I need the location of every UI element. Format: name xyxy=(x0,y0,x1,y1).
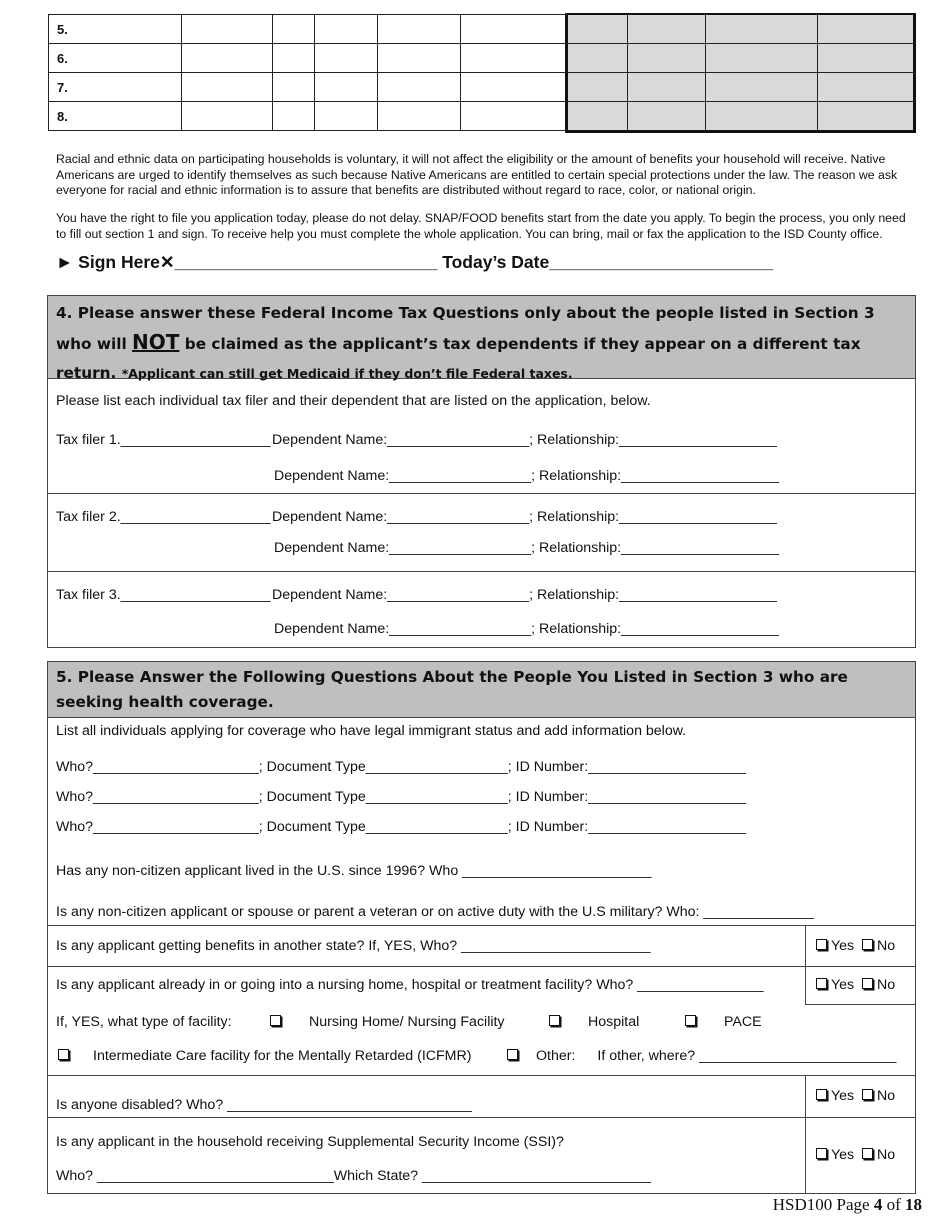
shaded-cell xyxy=(566,44,628,73)
facility-pace-label: PACE xyxy=(724,1014,762,1030)
dependent-field[interactable]: Dependent Name:__________________; Relationship:____________________ xyxy=(274,540,779,556)
ssi-who-state[interactable]: Who? ______________________________Which State? _____________________________ xyxy=(56,1168,651,1184)
divider xyxy=(48,1075,915,1076)
no-label: No xyxy=(877,1147,896,1163)
table-cell[interactable] xyxy=(182,44,273,73)
divider xyxy=(48,925,915,926)
dependent-field[interactable]: Dependent Name:__________________; Relationship:____________________ xyxy=(274,621,779,637)
yes-label: Yes xyxy=(831,977,855,993)
facility-other-label: Other: xyxy=(536,1048,576,1064)
table-cell[interactable] xyxy=(273,73,315,102)
table-cell[interactable] xyxy=(378,73,461,102)
right-to-file-notice xyxy=(56,211,906,242)
dependent-field[interactable]: Dependent Name:__________________; Relationship:____________________ xyxy=(272,509,777,525)
shaded-cell xyxy=(706,44,818,73)
checkbox-icon[interactable] xyxy=(685,1015,696,1026)
tax-filer-2-field[interactable]: Tax filer 2.___________________ xyxy=(56,509,271,525)
table-cell[interactable] xyxy=(273,44,315,73)
immigrant-info-row[interactable]: Who?_____________________; Document Type__________________; ID Number:____________________ xyxy=(56,789,746,805)
shaded-cell xyxy=(818,73,916,102)
table-cell[interactable] xyxy=(461,102,566,131)
dependent-field[interactable]: Dependent Name:__________________; Relationship:____________________ xyxy=(272,432,777,448)
section-5-instruction: List all individuals applying for coverage who have legal immigrant status and add information below. xyxy=(56,723,687,739)
checkbox-icon[interactable] xyxy=(549,1015,560,1026)
facility-icfmr-option[interactable] xyxy=(58,1048,471,1064)
shaded-cell xyxy=(818,102,916,131)
divider xyxy=(805,1004,915,1005)
date-field[interactable]: _______________________ xyxy=(549,252,774,272)
page-number: 4 xyxy=(873,1195,883,1214)
section-4-number: 4. xyxy=(56,304,73,322)
row-label: 6. xyxy=(49,44,182,73)
table-cell[interactable] xyxy=(315,44,378,73)
yes-no-column-divider xyxy=(805,1075,806,1194)
facility-pace-option[interactable] xyxy=(685,1014,762,1030)
table-row xyxy=(49,15,916,44)
table-cell[interactable] xyxy=(461,44,566,73)
table-cell[interactable] xyxy=(182,73,273,102)
table-cell[interactable] xyxy=(273,15,315,44)
facility-hospital-label: Hospital xyxy=(588,1014,640,1030)
racial-notice-text: Racial and ethnic data on participating households is voluntary, it will not affect the eligibility or the amount of benefits your household will receive. Native Americans are urged to identify themselves as such because Native Americans are entitled to certain special protections under the law. The reason we ask everyone for racial and ethnic information is to assure that benefits are distributed without regard to race, color, or national origin. xyxy=(56,152,898,197)
page-footer xyxy=(773,1195,922,1215)
facility-other-where[interactable]: If other, where? _________________________ xyxy=(597,1048,897,1064)
checkbox-icon[interactable] xyxy=(270,1015,281,1026)
section-4-header xyxy=(48,296,915,382)
divider xyxy=(48,493,915,494)
divider xyxy=(48,1117,915,1118)
table-cell[interactable] xyxy=(315,15,378,44)
section-4-title-part2: be claimed as the applicant’s tax dependents if they appear on a different tax return. xyxy=(56,335,861,382)
table-row xyxy=(49,73,916,102)
table-cell[interactable] xyxy=(182,102,273,131)
immigrant-info-row[interactable]: Who?_____________________; Document Type__________________; ID Number:____________________ xyxy=(56,819,746,835)
shaded-cell xyxy=(566,73,628,102)
divider xyxy=(48,571,915,572)
signature-field[interactable]: ___________________________ xyxy=(174,252,438,272)
racial-ethnic-notice xyxy=(56,152,906,199)
nursing-home-yes-no xyxy=(816,977,895,993)
sign-x-icon: ✕ xyxy=(159,252,175,272)
section-4-instruction: Please list each individual tax filer and their dependent that are listed on the application, below. xyxy=(56,393,651,409)
ssi-question: Is any applicant in the household receiving Supplemental Security Income (SSI)? xyxy=(56,1134,564,1150)
facility-nursing-label: Nursing Home/ Nursing Facility xyxy=(309,1014,505,1030)
checkbox-icon[interactable] xyxy=(816,978,827,989)
disabled-yes-no xyxy=(816,1088,895,1104)
checkbox-icon[interactable] xyxy=(862,978,873,989)
signature-line xyxy=(56,252,773,273)
veteran-question[interactable]: Is any non-citizen applicant or spouse or parent a veteran or on active duty with the U.S military? Who: ______________ xyxy=(56,904,814,920)
yes-label: Yes xyxy=(831,938,855,954)
shaded-cell xyxy=(818,15,916,44)
shaded-cell xyxy=(628,73,706,102)
shaded-cell xyxy=(706,102,818,131)
row-label: 5. xyxy=(49,15,182,44)
table-cell[interactable] xyxy=(182,15,273,44)
tax-filer-3-field[interactable]: Tax filer 3.___________________ xyxy=(56,587,271,603)
table-cell[interactable] xyxy=(461,15,566,44)
household-member-table xyxy=(48,14,916,131)
right-to-file-text: You have the right to file you application today, please do not delay. SNAP/FOOD benefits start from the date you apply. To begin the process, you only need to fill out section 1 and sign. To receive help you must complete the whole application. You can bring, mail or fax the application to the ISD County office. xyxy=(56,211,906,241)
shaded-cell xyxy=(566,15,628,44)
row-label: 7. xyxy=(49,73,182,102)
no-label: No xyxy=(877,977,896,993)
tax-filer-1-field[interactable]: Tax filer 1.___________________ xyxy=(56,432,271,448)
table-cell[interactable] xyxy=(273,102,315,131)
todays-date-label: Today’s Date xyxy=(442,252,550,272)
benefits-other-state-yes-no xyxy=(816,938,895,954)
dependent-field[interactable]: Dependent Name:__________________; Relationship:____________________ xyxy=(274,468,779,484)
checkbox-icon[interactable] xyxy=(58,1049,69,1060)
shaded-cell xyxy=(818,44,916,73)
section-5-title: Please Answer the Following Questions About the People You Listed in Section 3 who are seeking health coverage. xyxy=(56,668,848,711)
checkbox-icon[interactable] xyxy=(816,939,827,950)
table-cell[interactable] xyxy=(315,102,378,131)
row-label: 8. xyxy=(49,102,182,131)
yes-label: Yes xyxy=(831,1088,855,1104)
checkbox-icon[interactable] xyxy=(816,1148,827,1159)
sign-here-label: ► Sign Here xyxy=(56,252,160,272)
table-cell[interactable] xyxy=(378,44,461,73)
nursing-home-question[interactable]: Is any applicant already in or going into a nursing home, hospital or treatment facility? Who? ________________ xyxy=(56,977,764,993)
shaded-cell xyxy=(628,15,706,44)
shaded-cell xyxy=(566,102,628,131)
facility-nursing-option[interactable] xyxy=(270,1014,505,1030)
checkbox-icon[interactable] xyxy=(862,939,873,950)
table-row xyxy=(49,44,916,73)
shaded-cell xyxy=(706,73,818,102)
shaded-cell xyxy=(628,44,706,73)
section-4-title-part1: Please answer these Federal Income Tax Questions only about the people listed in Section 3 who will xyxy=(56,304,875,353)
checkbox-icon[interactable] xyxy=(507,1049,518,1060)
benefits-other-state-question[interactable]: Is any applicant getting benefits in another state? If, YES, Who? ________________________ xyxy=(56,938,651,954)
no-label: No xyxy=(877,1088,896,1104)
facility-icfmr-label: Intermediate Care facility for the Mentally Retarded (ICFMR) xyxy=(93,1048,472,1064)
table-cell[interactable] xyxy=(315,73,378,102)
page-of: of xyxy=(886,1195,901,1214)
table-cell[interactable] xyxy=(461,73,566,102)
page-total: 18 xyxy=(905,1195,922,1214)
facility-other-option[interactable] xyxy=(507,1048,896,1064)
lived-since-1996-question[interactable]: Has any non-citizen applicant lived in the U.S. since 1996? Who ________________________ xyxy=(56,863,652,879)
disabled-question[interactable]: Is anyone disabled? Who? _______________________________ xyxy=(56,1097,472,1113)
yes-label: Yes xyxy=(831,1147,855,1163)
shaded-cell xyxy=(628,102,706,131)
section-5-header xyxy=(48,662,915,718)
dependent-field[interactable]: Dependent Name:__________________; Relationship:____________________ xyxy=(272,587,777,603)
facility-type-label: If, YES, what type of facility: xyxy=(56,1014,232,1030)
facility-hospital-option[interactable] xyxy=(549,1014,639,1030)
immigrant-info-row[interactable]: Who?_____________________; Document Type__________________; ID Number:____________________ xyxy=(56,759,746,775)
section-4-note: *Applicant can still get Medicaid if they don’t file Federal taxes. xyxy=(121,366,573,381)
form-number: HSD100 Page xyxy=(772,1195,870,1214)
checkbox-icon[interactable] xyxy=(816,1089,827,1100)
section-4-not: NOT xyxy=(132,330,180,354)
checkbox-icon[interactable] xyxy=(862,1089,873,1100)
section-5-box xyxy=(47,661,916,1194)
ssi-yes-no xyxy=(816,1147,895,1163)
table-cell[interactable] xyxy=(378,15,461,44)
checkbox-icon[interactable] xyxy=(862,1148,873,1159)
yes-no-column-divider xyxy=(805,925,806,1005)
table-cell[interactable] xyxy=(378,102,461,131)
section-5-number: 5. xyxy=(56,668,73,686)
no-label: No xyxy=(877,938,896,954)
table-row xyxy=(49,102,916,131)
divider xyxy=(48,966,915,967)
shaded-cell xyxy=(706,15,818,44)
